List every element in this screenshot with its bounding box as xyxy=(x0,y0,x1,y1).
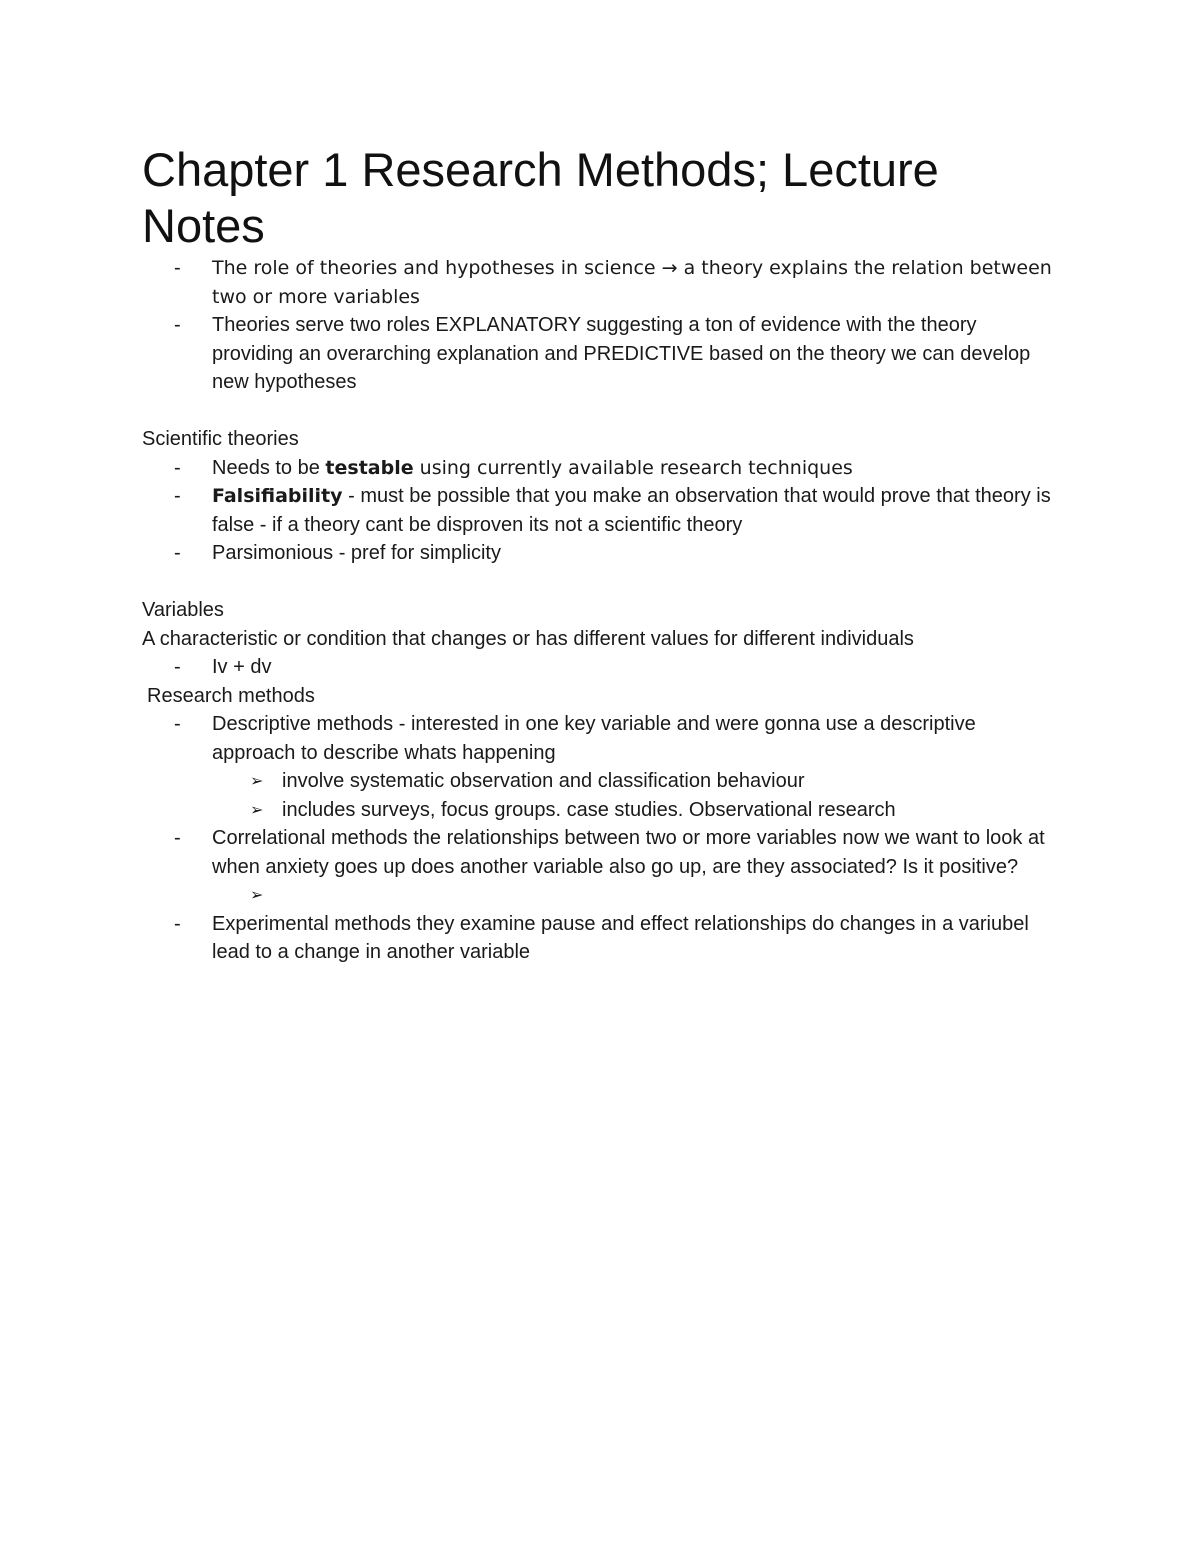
list-item xyxy=(142,454,1062,483)
arrow-bullet-icon: ➢ xyxy=(250,885,264,904)
list-item xyxy=(142,254,1062,311)
sub-list-item-text: involve systematic observation and classification behaviour xyxy=(282,770,805,792)
research-methods-list-cont xyxy=(142,824,1062,881)
section-heading-scientific-theories: Scientific theories xyxy=(142,428,299,450)
dash-bullet: - xyxy=(174,713,181,735)
sub-list-item xyxy=(142,767,1062,796)
list-item-text: using currently available research techniques xyxy=(413,456,853,479)
sub-list-item xyxy=(142,881,1062,910)
list-item-text: Iv + dv xyxy=(212,656,272,678)
dash-bullet: - xyxy=(174,485,181,507)
dash-bullet: - xyxy=(174,656,181,678)
spacer xyxy=(142,397,1062,426)
section-heading-research-methods: Research methods xyxy=(147,684,315,707)
descriptive-sublist xyxy=(142,767,1062,824)
bold-term-falsifiability: Falsifiability xyxy=(212,485,343,507)
spacer xyxy=(142,568,1062,597)
list-item-text: Theories serve two roles EXPLANATORY suggesting a ton of evidence with the theory providing an overarching explanation and PREDICTIVE based on the theory we can develop new hypotheses xyxy=(212,314,1031,393)
sub-list-item-text: includes surveys, focus groups. case studies. Observational research xyxy=(282,798,896,821)
variables-definition: A characteristic or condition that changes or has different values for different individuals xyxy=(142,627,914,650)
list-item-text: - must be possible that you make an observation that would prove that theory is false - if a theory cant be disproven its not a scientific theory xyxy=(212,485,1051,536)
list-item xyxy=(142,910,1062,967)
document-content xyxy=(142,142,1062,967)
list-item xyxy=(142,311,1062,397)
arrow-bullet-icon: ➢ xyxy=(250,799,264,819)
dash-bullet: - xyxy=(174,257,181,279)
dash-bullet: - xyxy=(174,827,181,849)
dash-bullet: - xyxy=(174,456,181,479)
list-item-text: Descriptive methods - interested in one key variable and were gonna use a descriptive approach to describe whats happening xyxy=(212,713,976,764)
list-item-text: The role of theories and hypotheses in science → a theory explains the relation between two or more variables xyxy=(212,257,1052,308)
section-heading-variables: Variables xyxy=(142,599,224,621)
list-item-text: Parsimonious - pref for simplicity xyxy=(212,542,501,564)
list-item xyxy=(142,653,1062,682)
list-item xyxy=(142,710,1062,767)
research-methods-list-end xyxy=(142,910,1062,967)
intro-list xyxy=(142,254,1062,397)
list-item-text: Experimental methods they examine pause and effect relationships do changes in a variubel lead to a change in another variable xyxy=(212,912,1029,963)
list-item xyxy=(142,482,1062,539)
dash-bullet: - xyxy=(174,542,181,564)
sub-list-item xyxy=(142,796,1062,825)
research-methods-list xyxy=(142,710,1062,767)
dash-bullet: - xyxy=(174,314,181,336)
list-item xyxy=(142,824,1062,881)
list-item-text: Correlational methods the relationships between two or more variables now we want to look at when anxiety goes up does another variable also go up, are they associated? Is it positive? xyxy=(212,827,1045,878)
page-title: Chapter 1 Research Methods; Lecture Notes xyxy=(142,143,939,252)
arrow-bullet-icon: ➢ xyxy=(250,771,264,790)
scientific-theories-list xyxy=(142,454,1062,568)
list-item xyxy=(142,539,1062,568)
bold-term-testable: testable xyxy=(325,456,414,479)
list-item-text: Needs to be xyxy=(212,456,326,479)
correlational-sublist xyxy=(142,881,1062,910)
dash-bullet: - xyxy=(174,912,181,935)
variables-list xyxy=(142,653,1062,682)
